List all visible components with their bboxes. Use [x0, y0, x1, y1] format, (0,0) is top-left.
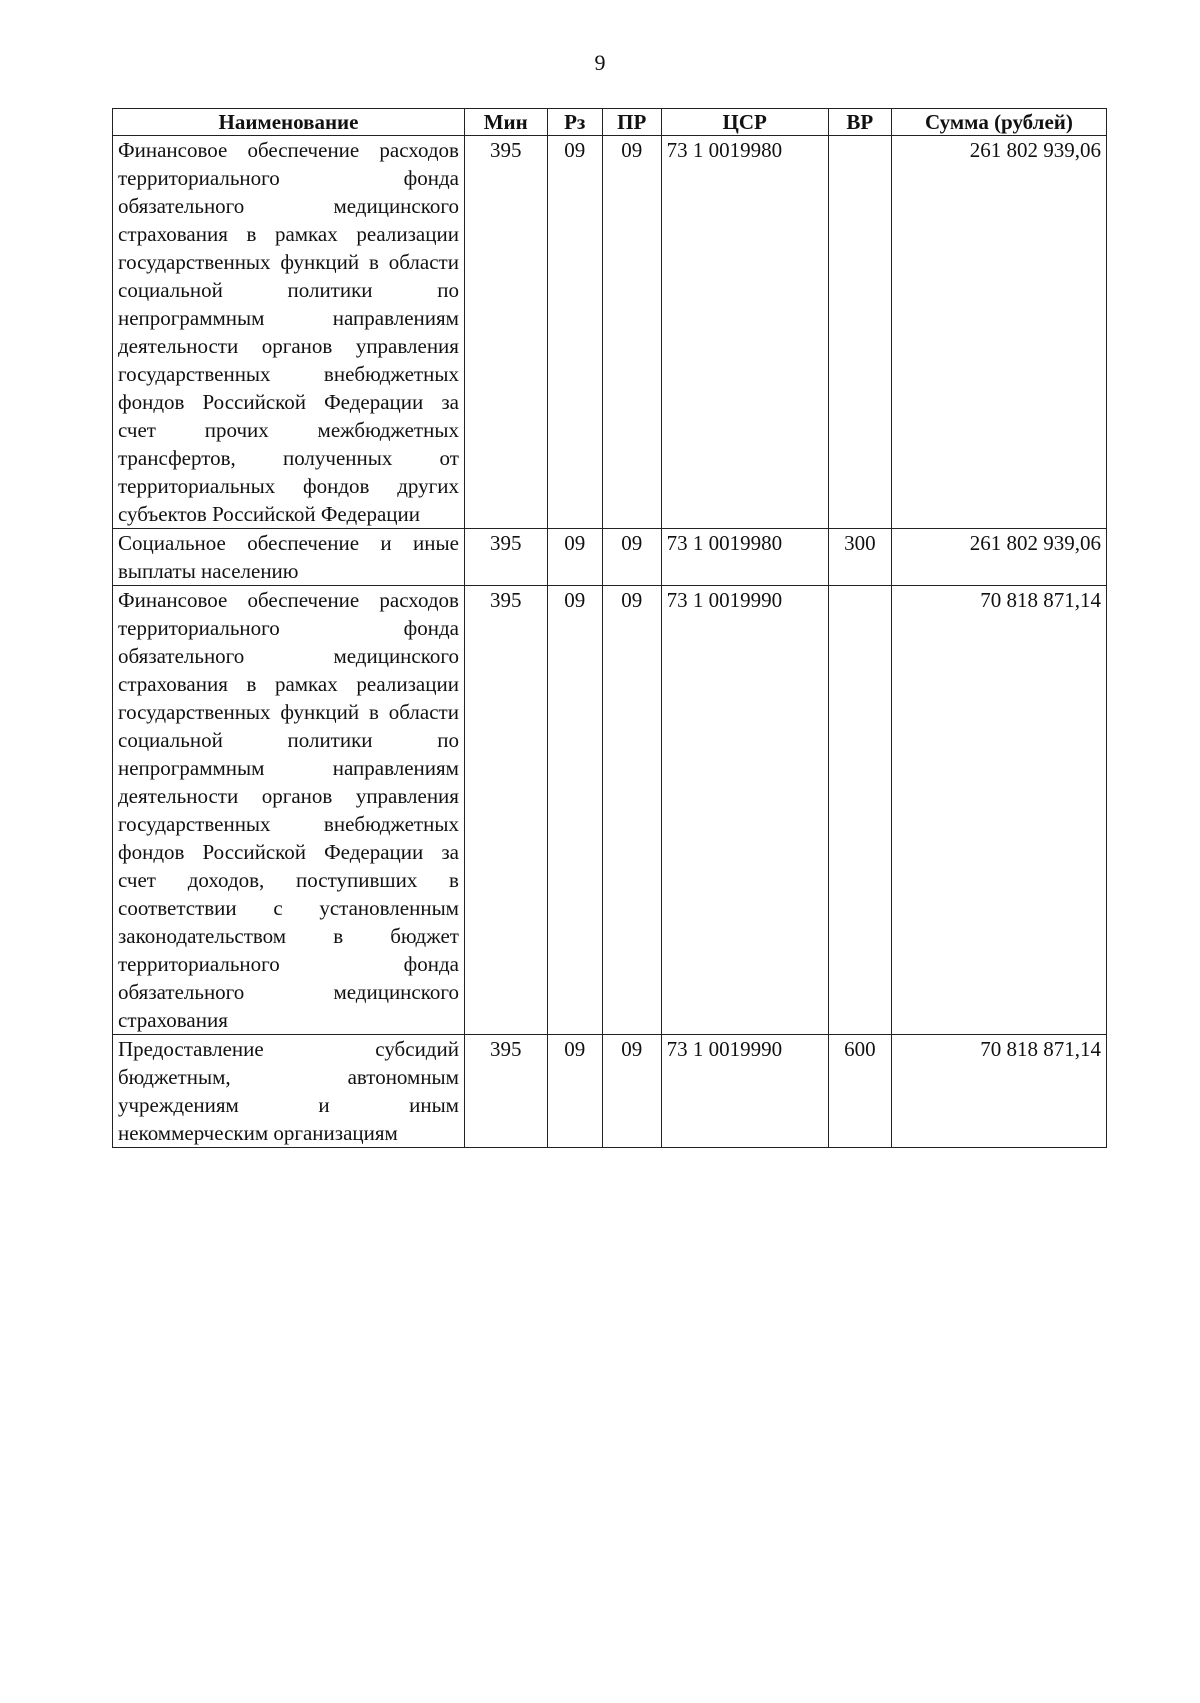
row-pr: 09 [602, 529, 661, 586]
row-name: Социальное обеспечение и иные выплаты населению [113, 529, 465, 586]
row-vr [828, 586, 891, 1035]
row-name: Финансовое обеспечение расходов территориального фонда обязательного медицинского страхования в рамках реализации государственных функций в области социальной политики по непрограммным направлениям деятельности органов управления государственных внебюджетных фондов Российской Федерации за счет прочих межбюджетных трансфертов, полученных от территориальных фондов других субъектов Российской Федерации [113, 136, 465, 529]
row-sum: 261 802 939,06 [891, 529, 1106, 586]
row-min: 395 [464, 1035, 547, 1148]
table-row [113, 1035, 1107, 1148]
row-pr: 09 [602, 586, 661, 1035]
row-pr: 09 [602, 1035, 661, 1148]
row-min: 395 [464, 136, 547, 529]
row-pr: 09 [602, 136, 661, 529]
row-sum: 70 818 871,14 [891, 586, 1106, 1035]
row-sum: 70 818 871,14 [891, 1035, 1106, 1148]
header-name: Наименование [113, 109, 465, 136]
header-csr: ЦСР [661, 109, 828, 136]
header-rz: Рз [547, 109, 602, 136]
row-rz: 09 [547, 136, 602, 529]
row-csr: 73 1 0019990 [661, 1035, 828, 1148]
header-min: Мин [464, 109, 547, 136]
row-min: 395 [464, 529, 547, 586]
row-rz: 09 [547, 586, 602, 1035]
table-row [113, 586, 1107, 1035]
row-csr: 73 1 0019990 [661, 586, 828, 1035]
row-sum: 261 802 939,06 [891, 136, 1106, 529]
header-sum: Сумма (рублей) [891, 109, 1106, 136]
row-csr: 73 1 0019980 [661, 136, 828, 529]
budget-table [112, 108, 1107, 1148]
row-rz: 09 [547, 1035, 602, 1148]
page-number: 9 [594, 50, 606, 75]
row-rz: 09 [547, 529, 602, 586]
row-name: Финансовое обеспечение расходов территориального фонда обязательного медицинского страхования в рамках реализации государственных функций в области социальной политики по непрограммным направлениям деятельности органов управления государственных внебюджетных фондов Российской Федерации за счет доходов, поступивших в соответствии с установленным законодательством в бюджет территориального фонда обязательного медицинского страхования [113, 586, 465, 1035]
row-vr: 600 [828, 1035, 891, 1148]
row-name: Предоставление субсидий бюджетным, автономным учреждениям и иным некоммерческим организациям [113, 1035, 465, 1148]
row-csr: 73 1 0019980 [661, 529, 828, 586]
table-row [113, 136, 1107, 529]
header-vr: ВР [828, 109, 891, 136]
table-row [113, 529, 1107, 586]
row-vr [828, 136, 891, 529]
row-vr: 300 [828, 529, 891, 586]
header-pr: ПР [602, 109, 661, 136]
row-min: 395 [464, 586, 547, 1035]
table-header-row [113, 109, 1107, 136]
